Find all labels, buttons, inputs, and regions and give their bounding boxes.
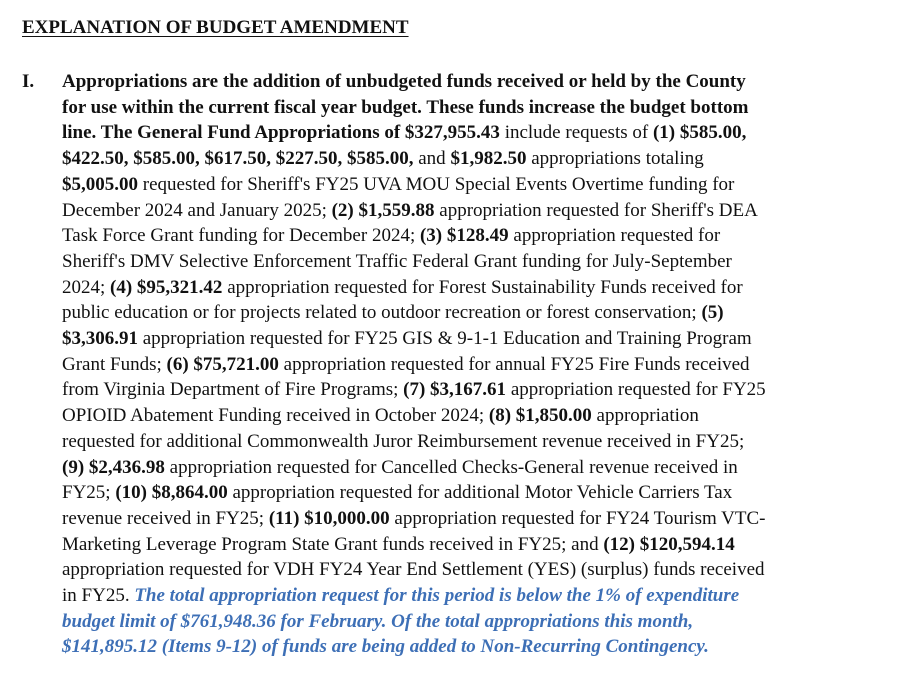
paragraph-line <box>62 300 882 326</box>
highlight-note-text: budget limit of $761,948.36 for February. Of the total appropriations this month, <box>62 610 694 632</box>
body-text: requested for additional Commonwealth Juror Reimbursement revenue received in FY25; <box>62 430 745 452</box>
body-text: appropriation requested for Sheriff's DEA <box>434 199 758 221</box>
paragraph-line <box>62 69 882 95</box>
paragraph-line <box>62 326 882 352</box>
paragraph-line <box>62 377 882 403</box>
paragraph-line <box>62 95 882 121</box>
paragraph-line <box>62 455 882 481</box>
highlight-note-text: The total appropriation request for this period is below the 1% of expenditure <box>134 585 740 607</box>
body-text: appropriation requested for <box>508 225 721 247</box>
bold-text: (5) <box>701 302 724 324</box>
paragraph-line <box>62 275 882 301</box>
body-text: and <box>413 148 451 170</box>
bold-text: (6) $75,721.00 <box>166 353 279 375</box>
paragraph-line <box>62 557 882 583</box>
body-text: Task Force Grant funding for December 2024; <box>62 225 420 247</box>
bold-text: $422.50, $585.00, $617.50, $227.50, $585.00, <box>62 148 414 170</box>
body-text: appropriation requested for FY25 GIS & 9-1-1 Education and Training Program <box>138 328 752 350</box>
paragraph-line <box>62 583 882 609</box>
body-text: appropriation requested for FY24 Tourism VTC- <box>389 507 766 529</box>
section-body-text <box>62 69 882 660</box>
bold-text: (12) $120,594.14 <box>603 533 735 555</box>
bold-text: $3,306.91 <box>62 328 138 350</box>
body-text: December 2024 and January 2025; <box>62 199 332 221</box>
bold-text: line. The General Fund Appropriations of $327,955.43 <box>62 122 500 144</box>
bold-text: for use within the current fiscal year budget. These funds increase the budget bottom <box>62 96 749 118</box>
body-text: appropriation requested for VDH FY24 Year End Settlement (YES) (surplus) funds received <box>62 559 765 581</box>
body-text: appropriation requested for Forest Sustainability Funds received for <box>222 276 743 298</box>
bold-text: (10) $8,864.00 <box>115 482 228 504</box>
paragraph-line <box>62 352 882 378</box>
paragraph-line <box>62 634 882 660</box>
paragraph-line <box>62 120 882 146</box>
paragraph-line <box>62 146 882 172</box>
paragraph-line <box>62 429 882 455</box>
body-text: requested for Sheriff's FY25 UVA MOU Special Events Overtime funding for <box>138 173 735 195</box>
bold-text: (11) $10,000.00 <box>268 507 390 529</box>
body-text: Sheriff's DMV Selective Enforcement Traffic Federal Grant funding for July-September <box>62 250 732 272</box>
bold-text: (2) $1,559.88 <box>331 199 435 221</box>
bold-text: (3) $128.49 <box>419 225 509 247</box>
body-text: appropriation requested for FY25 <box>506 379 766 401</box>
body-text: appropriations totaling <box>526 148 704 170</box>
paragraph-line <box>62 198 882 224</box>
highlight-note-text: $141,895.12 (Items 9-12) of funds are being added to Non-Recurring Contingency. <box>62 636 709 658</box>
bold-text: (7) $3,167.61 <box>403 379 507 401</box>
body-text: revenue received in FY25; <box>62 507 269 529</box>
body-text: appropriation requested for annual FY25 Fire Funds received <box>278 353 750 375</box>
section-numeral: I. <box>22 71 35 92</box>
paragraph-line <box>62 609 882 635</box>
body-text: appropriation <box>591 405 699 427</box>
document-heading: EXPLANATION OF BUDGET AMENDMENT <box>22 17 409 38</box>
body-text: include requests of <box>499 122 653 144</box>
paragraph-line <box>62 532 882 558</box>
body-text: appropriation requested for additional Motor Vehicle Carriers Tax <box>227 482 733 504</box>
bold-text: $1,982.50 <box>450 148 527 170</box>
paragraph-line <box>62 506 882 532</box>
body-text: Marketing Leverage Program State Grant funds received in FY25; and <box>62 533 604 555</box>
body-text: 2024; <box>62 276 111 298</box>
bold-text: (8) $1,850.00 <box>488 405 592 427</box>
body-text: Grant Funds; <box>62 353 167 375</box>
body-text: appropriation requested for Cancelled Checks-General revenue received in <box>164 456 738 478</box>
paragraph-line <box>62 172 882 198</box>
body-text: from Virginia Department of Fire Programs; <box>62 379 404 401</box>
bold-text: (1) $585.00, <box>652 122 747 144</box>
body-text: OPIOID Abatement Funding received in October 2024; <box>62 405 489 427</box>
bold-text: $5,005.00 <box>62 173 138 195</box>
body-text: public education or for projects related to outdoor recreation or forest conservation; <box>62 302 702 324</box>
body-text: in FY25. <box>62 585 135 607</box>
bold-text: (9) $2,436.98 <box>62 456 165 478</box>
body-text: FY25; <box>62 482 116 504</box>
bold-text: (4) $95,321.42 <box>110 276 223 298</box>
paragraph-line <box>62 249 882 275</box>
paragraph-line <box>62 223 882 249</box>
paragraph-line <box>62 403 882 429</box>
bold-text: Appropriations are the addition of unbudgeted funds received or held by the County <box>62 71 746 92</box>
paragraph-line <box>62 480 882 506</box>
